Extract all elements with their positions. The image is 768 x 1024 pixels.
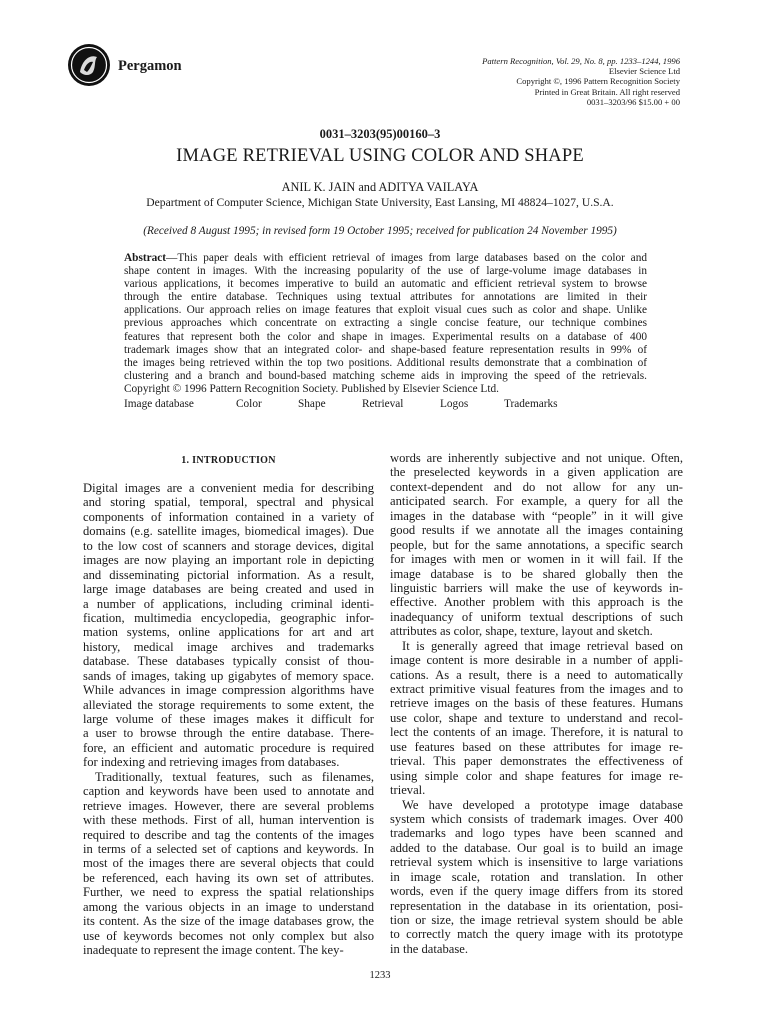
text-line: in the database. (390, 941, 468, 956)
text-line: large volume of these images makes it difficult for (83, 712, 374, 726)
text-line: We have developed a prototype image database (402, 797, 683, 812)
text-line: use features based on these attributes for image re- (390, 739, 683, 754)
text-line: among the various objects in an image to understand (83, 899, 374, 914)
abstract-line: trademark images show that an integrated color- and shape-based feature representation results in 99% of (124, 343, 647, 356)
text-line: alleviated the storage requirements to some extent, the (83, 697, 374, 712)
journal-citation: Pattern Recognition, Vol. 29, No. 8, pp. 1233–1244, 1996 (482, 56, 680, 66)
keyword: Color (236, 398, 262, 410)
text-line: caption and keywords have been used to annotate and (83, 784, 374, 799)
text-line: and disseminating pictorial information. As a result, (83, 567, 374, 582)
text-line: context-dependent and do not allow for any un- (390, 479, 683, 494)
abstract-line: previous approaches which concentrate on extracting a single concise feature, our technique combines (124, 317, 647, 330)
text-line: a user to browse through the entire database. There- (83, 726, 374, 741)
text-line: domains (e.g. satellite images, biomedical images). Due (83, 524, 374, 539)
paragraph (83, 481, 374, 770)
text-line: its content. As the size of the image databases grow, the (83, 914, 374, 929)
text-line: Digital images are a convenient media for describing (83, 481, 374, 495)
keyword: Trademarks (504, 398, 558, 410)
text-line: It is generally agreed that image retrieval based on (402, 638, 683, 653)
text-line: sands of images, taking up gigabytes of memory space. (83, 668, 374, 683)
text-line: most of the images there are several objects that could (83, 856, 374, 871)
paragraph (390, 798, 683, 957)
text-line: using simple color and shape features for image re- (390, 768, 683, 783)
issn-line: 0031–3203/96 $15.00 + 00 (586, 96, 680, 107)
text-line: use color, shape and texture to understand and recol- (390, 710, 683, 725)
page-number: 1233 (369, 970, 391, 981)
text-line: to correctly match the query image with its prototype (390, 927, 683, 942)
abstract-label: Abstract (124, 252, 167, 264)
text-line: for images with men or women in it will fail. If the (390, 552, 683, 567)
abstract-line: through the entire database. Techniques using textual attributes for annotations are limited in their (124, 291, 647, 304)
paragraph (390, 451, 683, 639)
text-line: representation in the database in its orientation, posi- (390, 898, 683, 913)
text-line: use of keywords becomes not only complex but also (83, 928, 374, 943)
printed-line: Printed in Great Britain. All right reserved (534, 86, 680, 97)
text-line: a number of applications, including criminal identi- (83, 596, 374, 611)
paper-title: IMAGE RETRIEVAL USING COLOR AND SHAPE (176, 146, 584, 166)
text-line: Traditionally, textual features, such as filenames, (95, 769, 374, 784)
pergamon-logo-icon (66, 42, 112, 88)
text-line: in image scale, rotation and translation. In other (390, 869, 683, 884)
text-line: required to describe and tag the contents of the images (83, 827, 374, 842)
text-line: words, even if the query image differs from its stored (390, 884, 683, 899)
text-line: the preselected keywords in a given application are (390, 465, 683, 480)
text-line: linguistic barriers will make the use of keywords in- (390, 580, 683, 595)
text-line: people, but for the same annotations, a specific search (390, 537, 683, 552)
text-line: image content is more desirable in a number of appli- (390, 653, 683, 668)
text-line: retrieve images on the basis of these features. Humans (390, 696, 683, 711)
publisher-name: Pergamon (118, 58, 182, 74)
text-line: anticipated search. For example, a query for all the (390, 494, 683, 509)
text-line: attributes as color, shape, texture, layout and sketch. (390, 624, 653, 639)
abstract-line: Copyright © 1996 Pattern Recognition Society. Published by Elsevier Science Ltd. (124, 382, 499, 395)
text-line: with these methods. First of all, human intervention is (83, 813, 374, 828)
text-line: lect the contents of an image. Therefore, it is natural to (390, 725, 683, 740)
text-line: images in the database with “people” in it will give (390, 508, 683, 523)
text-line: database. These databases typically consist of thou- (83, 654, 374, 669)
text-line: tion or size, the image retrieval system should be able (390, 913, 683, 927)
affiliation: Department of Computer Science, Michigan State University, East Lansing, MI 48824–1027, U.S.A. (146, 196, 614, 209)
abstract-line: clustering and a branch and bound-based matching scheme aids in improving the speed of the retrievals. (124, 369, 647, 382)
text-line: fication, multimedia encyclopedia, geographic infor- (83, 610, 374, 625)
text-line: history, medical image archives and trademarks (83, 639, 374, 654)
left-column (83, 481, 374, 957)
authors: ANIL K. JAIN and ADITYA VAILAYA (281, 180, 479, 194)
article-doi: 0031–3203(95)00160–3 (319, 127, 441, 141)
abstract-line: the images being retrieved within the top two positions. Additional results demonstrate that a combination of (124, 356, 647, 369)
paragraph (390, 639, 683, 798)
text-line: fore, an efficient and automatic procedure is required (83, 740, 374, 755)
text-line: good results if we annotate all the images containing (390, 523, 683, 538)
keyword: Logos (440, 398, 469, 410)
keyword: Shape (298, 398, 326, 410)
section-heading-introduction: 1. INTRODUCTION (181, 455, 276, 466)
copyright-line: Copyright ©, 1996 Pattern Recognition Society (516, 76, 680, 87)
keyword: Retrieval (362, 398, 404, 410)
journal-info (482, 56, 680, 107)
paragraph (83, 770, 374, 958)
text-line: effective. Another problem with this approach is the (390, 595, 683, 610)
text-line: words are inherently subjective and not unique. Often, (390, 451, 683, 465)
text-line: trieval. This paper demonstrates the effectiveness of (390, 754, 683, 769)
text-line: for indexing and retrieving images from databases. (83, 755, 340, 770)
text-line: While advances in image compression algorithms have (83, 683, 374, 698)
text-line: retrieve images. However, there are several problems (83, 798, 374, 813)
text-line: trieval. (390, 783, 426, 798)
text-line: trademarks and logo types have been scanned and (390, 826, 683, 841)
text-line: Further, we need to express the spatial relationships (83, 885, 374, 900)
text-line: images are now playing an important role in depicting (83, 553, 374, 568)
text-line: and storing spatial, temporal, spectral and physical (83, 495, 374, 510)
text-line: inadequancy of uniform textual descriptions of such (390, 609, 683, 624)
text-line: be referenced, each having its own set of attributes. (83, 870, 374, 885)
text-line: system which consists of trademark images. Over 400 (390, 811, 683, 826)
text-line: retrieval system which is insensitive to large variations (390, 855, 683, 870)
text-line: to the low cost of scanners and storage devices, digital (83, 538, 374, 553)
text-line: in terms of a selected set of captions and keywords. In (83, 841, 374, 856)
abstract-line: features that represent both the color and shape in images. Experimental results on a database of 400 (124, 330, 647, 343)
abstract-line: various applications, it becomes imperative to build an automatic and efficient retrieval system to browse (124, 278, 647, 291)
text-line: components of information contained in a variety of (83, 509, 374, 524)
abstract (124, 252, 647, 396)
received-dates: (Received 8 August 1995; in revised form 19 October 1995; received for publication 24 November 1995) (143, 225, 617, 237)
abstract-line: shape content in images. With the increasing popularity of the use of large-volume image databases in (124, 265, 647, 278)
abstract-line: Abstract—This paper deals with efficient retrieval of images from large databases based on the color and (124, 252, 647, 264)
text-line: inadequate to represent the image content. The key- (83, 943, 344, 957)
text-line: mation systems, online applications for art and art (83, 625, 374, 640)
keyword: Image database (124, 398, 194, 410)
text-line: cations. As a result, there is a need to automatically (390, 667, 683, 682)
text-line: added to the database. Our goal is to build an image (390, 840, 683, 855)
text-line: image database is to be shared globally then the (390, 566, 683, 581)
right-column (390, 451, 683, 956)
abstract-line: applications. Our approach relies on image features that exploit visual cues such as color and shape. Unlike (124, 304, 647, 317)
text-line: large image databases are being created and used in (83, 582, 374, 597)
publisher-line: Elsevier Science Ltd (608, 66, 680, 77)
text-line: extract primitive visual features from the images and to (390, 682, 683, 696)
